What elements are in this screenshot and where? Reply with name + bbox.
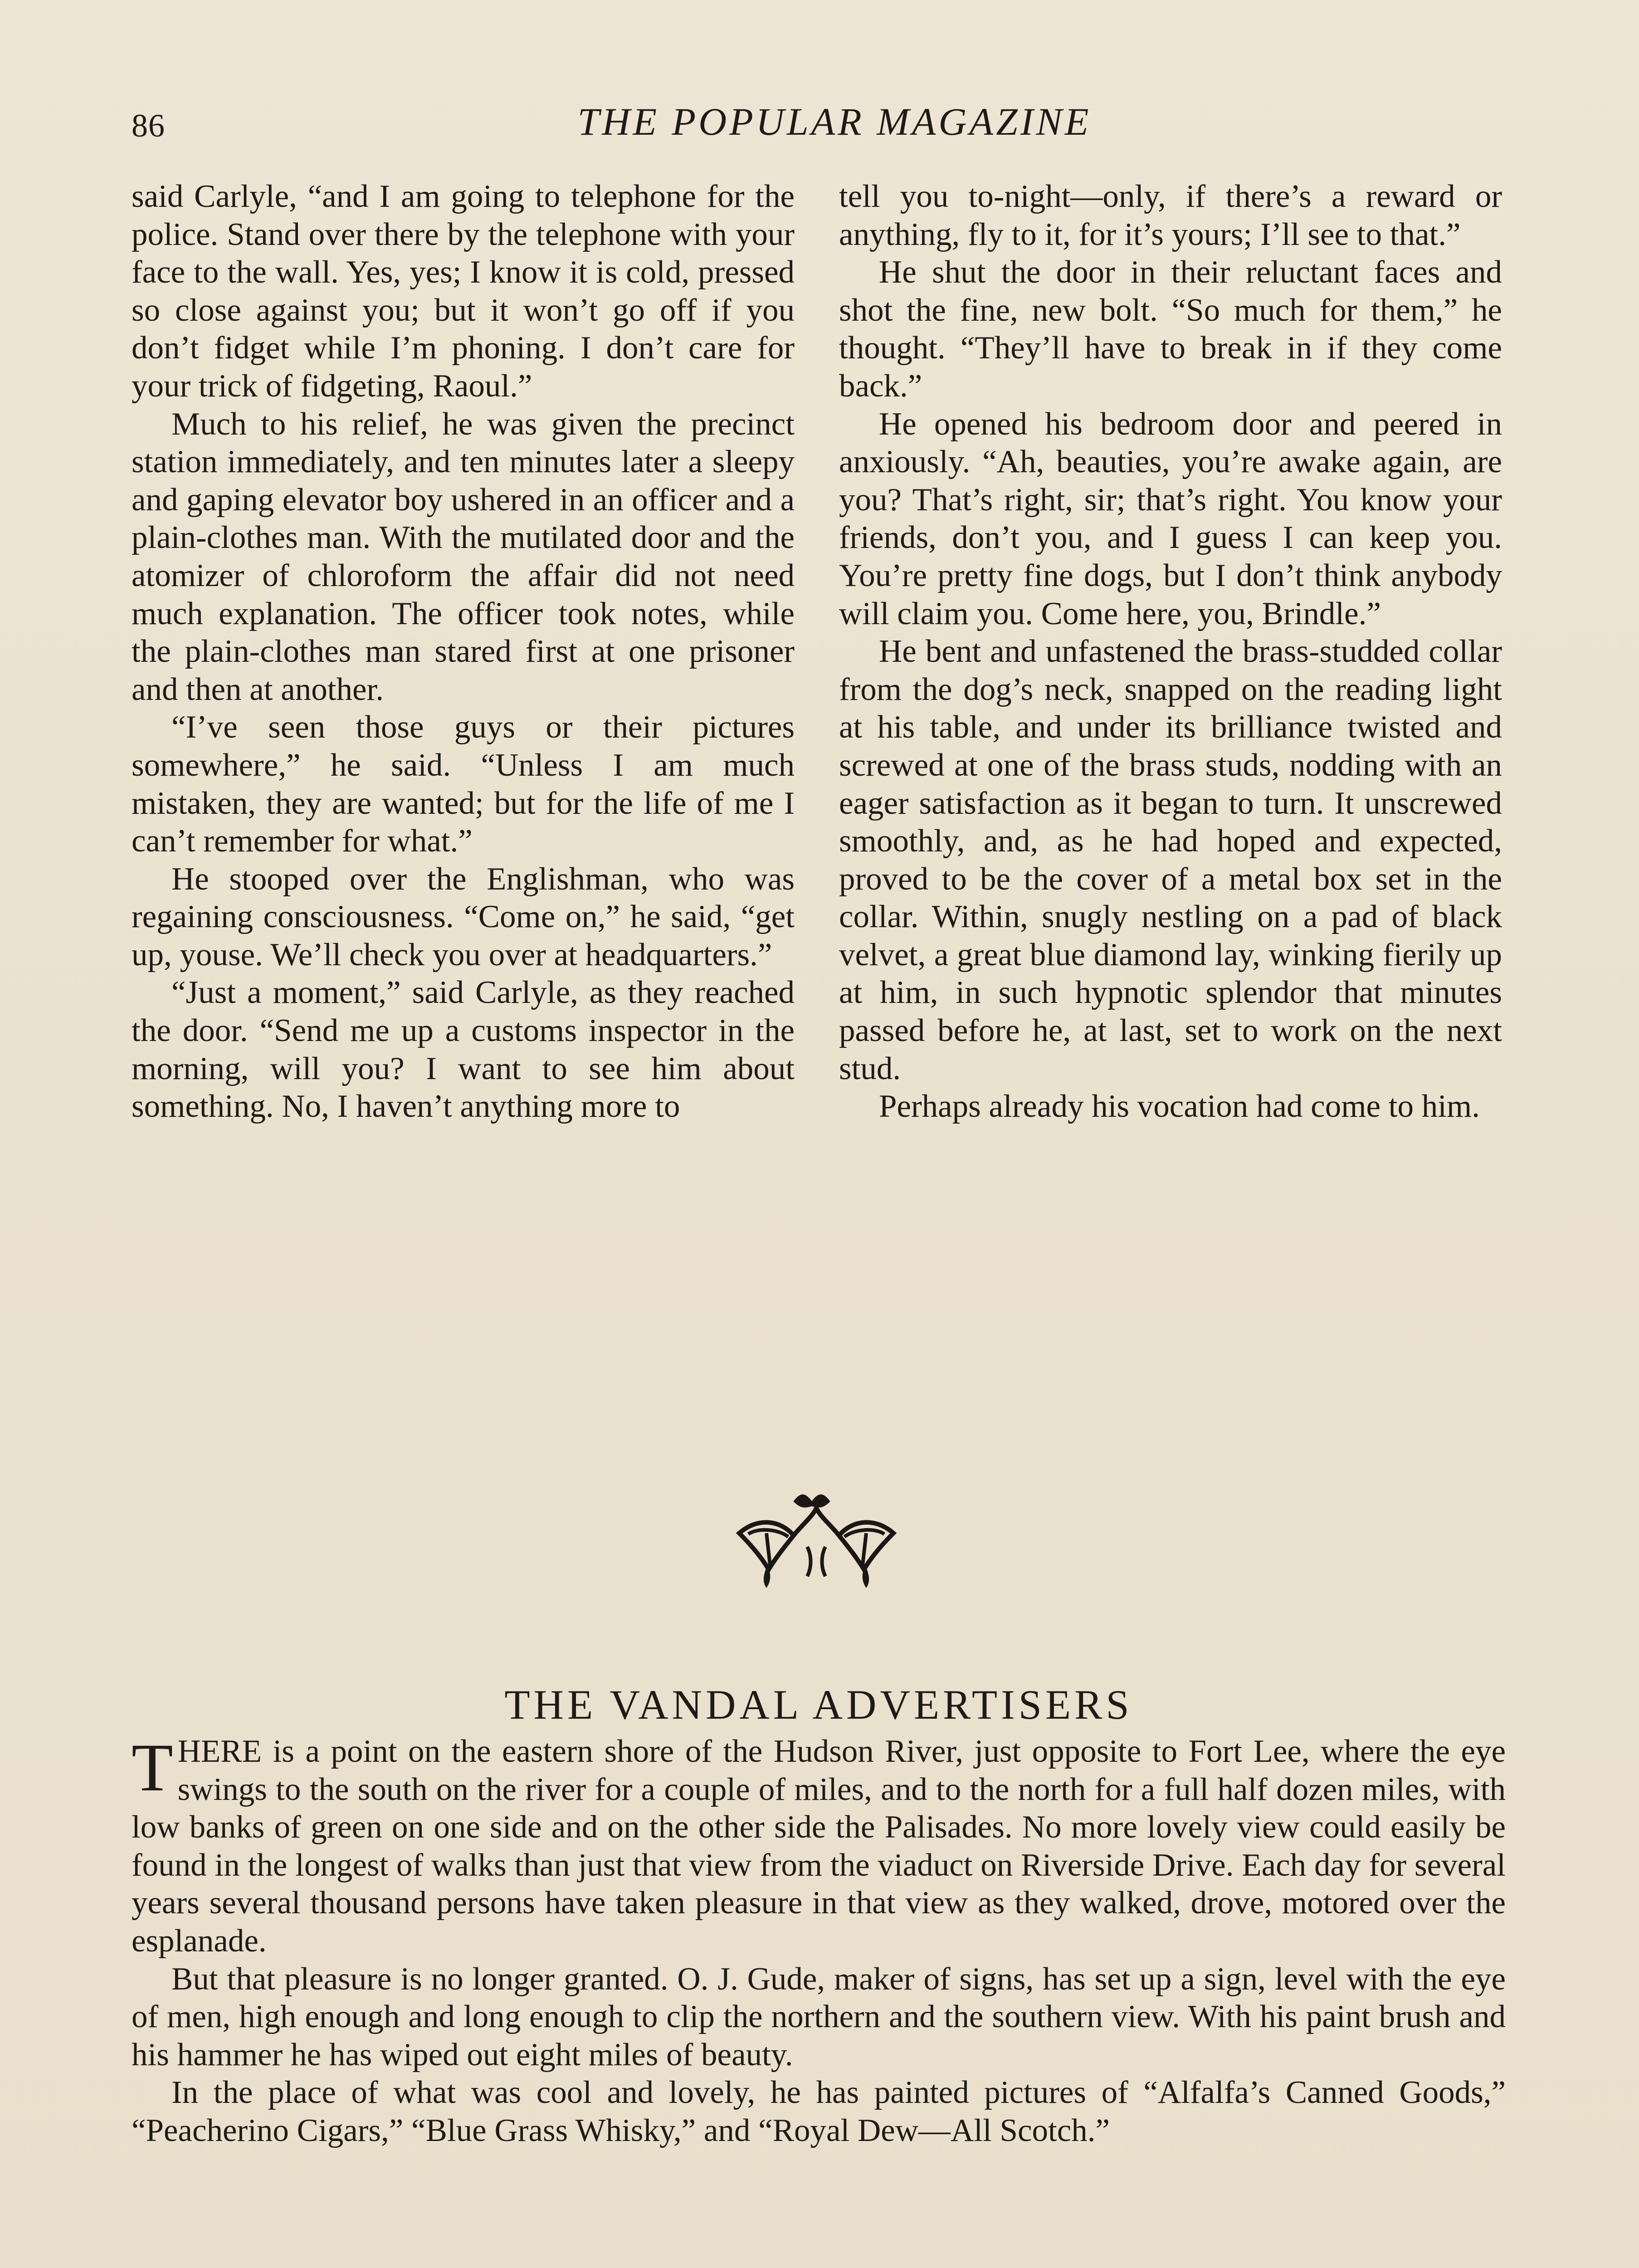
article-body [132,1730,1506,2150]
left-paragraph-5: “Just a moment,” said Carlyle, as they reached the door. “Send me up a customs inspector in the morning, will you? I want to see him about something. No, I haven’t anything more to [132,975,795,1124]
article-paragraph-1-text: HERE is a point on the eastern shore of the Hudson River, just opposite to Fort Lee, where the eye swings to the south on the river for a couple of miles, and to the north for a full half dozen miles, with low banks of green on one side and on the other side the Palisades. No more lovely view could easily be found in the longest of walks than just that view from the viaduct on Riverside Drive. Each day for several years several thousand persons have taken pleasure in that view as they walked, drove, motored over the esplanade. [132,1734,1506,1959]
running-title: THE POPULAR MAGAZINE [577,100,1092,143]
right-paragraph-4: He bent and unfastened the brass-studded collar from the dog’s neck, snapped on the reading light at his table, and under its brilliance twisted and screwed at one of the brass studs, nodding with an eager satisfaction as it began to turn. It unscrewed smoothly, and, as he had hoped and expected, proved to be the cover of a metal box set in the collar. Within, snugly nestling on a pad of black velvet, a great blue diamond lay, winking fierily up at him, in such hypnotic splendor that minutes passed before he, at last, set to work on the next stud. [839,634,1502,1086]
right-paragraph-3: He opened his bedroom door and peered in anxiously. “Ah, beauties, you’re awake again, are you? That’s right, sir; that’s right. You know your friends, don’t you, and I guess I can keep you. You’re pretty fine dogs, but I don’t think anybody will claim you. Come here, you, Brindle.” [839,406,1502,631]
article-paragraph-2: But that pleasure is no longer granted. O. J. Gude, maker of signs, has set up a sign, level with the eye of men, high enough and long enough to clip the northern and the southern view. With his paint brush and his hammer he has wiped out eight miles of beauty. [132,1961,1506,2072]
article-paragraph-1 [132,1730,1506,1960]
left-paragraph-3: “I’ve seen those guys or their pictures somewhere,” he said. “Unless I am much mistaken, they are wanted; but for the life of me I can’t remember for what.” [132,709,795,859]
right-paragraph-1: tell you to-night—only, if there’s a reward or anything, fly to it, for it’s yours; I’ll see to that.” [839,179,1502,252]
vine-leaf-ornament-icon [721,1492,912,1597]
left-paragraph-4: He stooped over the Englishman, who was regaining consciousness. “Come on,” he said, “get up, youse. We’ll check you over at headquarters.” [132,861,795,973]
right-paragraph-5: Perhaps already his vocation had come to him. [879,1089,1480,1124]
article-title: THE VANDAL ADVERTISERS [504,1681,1133,1728]
right-column [839,178,1502,1126]
drop-cap: T [132,1730,173,1805]
left-paragraph-1: said Carlyle, “and I am going to telephone for the police. Stand over there by the telephone with your face to the wall. Yes, yes; I know it is cold, pressed so close against you; but it won’t go off if you don’t fidget while I’m phoning. I don’t care for your trick of fidgeting, Raoul.” [132,179,795,404]
article-paragraph-3: In the place of what was cool and lovely, he has painted pictures of “Alfalfa’s Canned Goods,” “Peacherino Cigars,” “Blue Grass Whisky,” and “Royal Dew—All Scotch.” [132,2075,1506,2148]
right-paragraph-2: He shut the door in their reluctant faces and shot the fine, new bolt. “So much for them,” he thought. “They’ll have to break in if they come back.” [839,254,1502,404]
left-column [132,178,795,1126]
page-header [132,99,1506,153]
left-paragraph-2: Much to his relief, he was given the precinct station immediately, and ten minutes later a sleepy and gaping elevator boy ushered in an officer and a plain-clothes man. With the mutilated door and the atomizer of chloroform the affair did not need much explanation. The officer took notes, while the plain-clothes man stared first at one prisoner and then at another. [132,406,795,707]
page-number: 86 [132,108,165,144]
